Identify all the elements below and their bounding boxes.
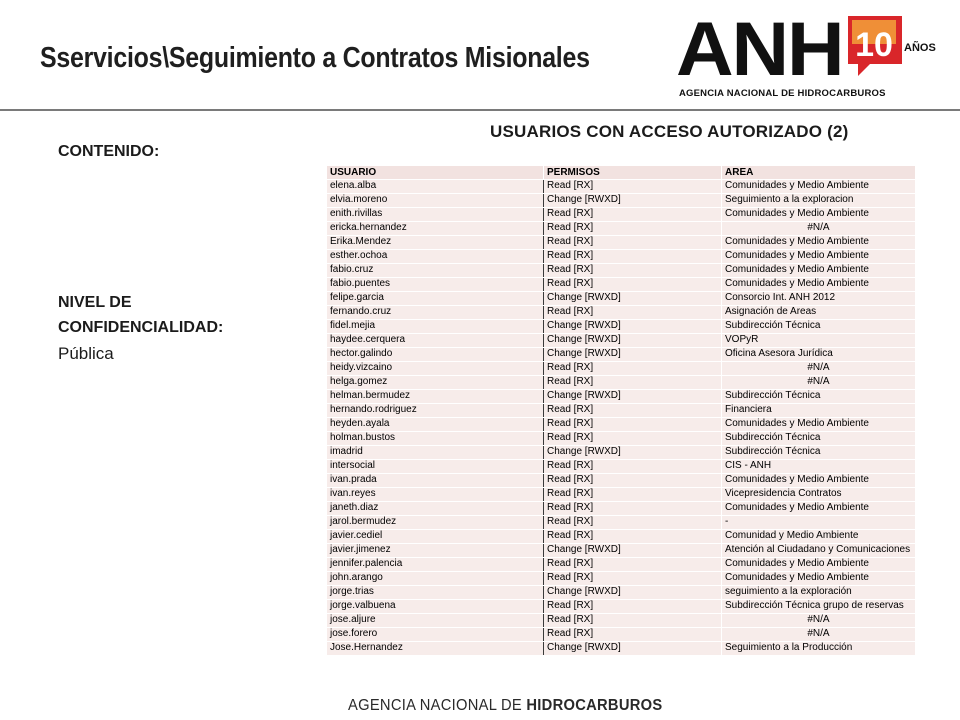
table-row [327,320,916,334]
table-row [327,572,916,586]
cell-area: Subdirección Técnica [722,320,916,334]
cell-area: #N/A [722,614,916,628]
cell-area: #N/A [722,362,916,376]
table-header-row [327,166,916,180]
table-row [327,488,916,502]
table-row [327,460,916,474]
cell-permisos: Change [RWXD] [544,348,722,362]
table-row [327,292,916,306]
cell-permisos: Read [RX] [544,404,722,418]
anniversary-unit: AÑOS [904,42,936,54]
cell-area: #N/A [722,376,916,390]
cell-area: Subdirección Técnica [722,446,916,460]
cell-permisos: Read [RX] [544,474,722,488]
table-row [327,404,916,418]
logo-letters: ANH [676,7,843,92]
cell-area: Subdirección Técnica grupo de reservas [722,600,916,614]
table-row [327,264,916,278]
cell-area: Seguimiento a la exploracion [722,194,916,208]
cell-permisos: Read [RX] [544,208,722,222]
section-title: USUARIOS CON ACCESO AUTORIZADO (2) [490,122,849,141]
cell-usuario: jose.forero [327,628,544,642]
table-row [327,362,916,376]
cell-area: #N/A [722,628,916,642]
table-row [327,516,916,530]
header-usuario: USUARIO [327,166,544,180]
cell-permisos: Read [RX] [544,530,722,544]
table-row [327,600,916,614]
cell-area: CIS - ANH [722,460,916,474]
cell-area: Financiera [722,404,916,418]
cell-permisos: Read [RX] [544,614,722,628]
cell-usuario: jose.aljure [327,614,544,628]
cell-permisos: Read [RX] [544,488,722,502]
confidentiality-label: NIVEL DE CONFIDENCIALIDAD: [58,294,224,336]
table-row [327,222,916,236]
table-row [327,432,916,446]
cell-area: Comunidades y Medio Ambiente [722,250,916,264]
cell-permisos: Change [RWXD] [544,642,722,656]
footer-agency-name [348,697,662,715]
cell-permisos: Read [RX] [544,460,722,474]
footer-text: AGENCIA NACIONAL DE [348,697,527,714]
cell-area: Comunidades y Medio Ambiente [722,558,916,572]
cell-usuario: ivan.reyes [327,488,544,502]
cell-permisos: Read [RX] [544,600,722,614]
cell-usuario: helman.bermudez [327,390,544,404]
cell-usuario: elvia.moreno [327,194,544,208]
table-row [327,334,916,348]
table-row [327,544,916,558]
table-row [327,250,916,264]
cell-area: seguimiento a la exploración [722,586,916,600]
logo-tagline: AGENCIA NACIONAL DE HIDROCARBUROS [679,88,886,99]
cell-usuario: heyden.ayala [327,418,544,432]
cell-usuario: haydee.cerquera [327,334,544,348]
cell-area: Subdirección Técnica [722,390,916,404]
cell-permisos: Read [RX] [544,362,722,376]
cell-usuario: john.arango [327,572,544,586]
anniversary-badge-icon [844,14,904,78]
cell-usuario: jorge.trias [327,586,544,600]
anniversary-number: 10 [855,26,893,64]
cell-permisos: Read [RX] [544,222,722,236]
cell-permisos: Read [RX] [544,628,722,642]
cell-usuario: Jose.Hernandez [327,642,544,656]
cell-permisos: Read [RX] [544,180,722,194]
table-row [327,628,916,642]
cell-usuario: helga.gomez [327,376,544,390]
cell-permisos: Change [RWXD] [544,586,722,600]
users-table [326,165,916,656]
cell-permisos: Change [RWXD] [544,544,722,558]
cell-usuario: hector.galindo [327,348,544,362]
table-row [327,586,916,600]
cell-permisos: Read [RX] [544,418,722,432]
table-row [327,418,916,432]
cell-area: Comunidades y Medio Ambiente [722,418,916,432]
cell-area: - [722,516,916,530]
cell-usuario: intersocial [327,460,544,474]
table-row [327,474,916,488]
cell-usuario: jorge.valbuena [327,600,544,614]
cell-area: #N/A [722,222,916,236]
cell-usuario: enith.rivillas [327,208,544,222]
table-row [327,306,916,320]
footer-text-bold: HIDROCARBUROS [526,697,663,714]
table-row [327,614,916,628]
cell-usuario: janeth.diaz [327,502,544,516]
cell-usuario: heidy.vizcaino [327,362,544,376]
cell-usuario: imadrid [327,446,544,460]
cell-permisos: Read [RX] [544,278,722,292]
anh-logo [676,7,946,102]
cell-area: Comunidades y Medio Ambiente [722,502,916,516]
cell-usuario: holman.bustos [327,432,544,446]
cell-permisos: Read [RX] [544,250,722,264]
cell-permisos: Read [RX] [544,376,722,390]
cell-permisos: Read [RX] [544,572,722,586]
cell-usuario: jennifer.palencia [327,558,544,572]
table-row [327,446,916,460]
cell-usuario: fernando.cruz [327,306,544,320]
table-row [327,236,916,250]
cell-area: Consorcio Int. ANH 2012 [722,292,916,306]
cell-area: Comunidades y Medio Ambiente [722,208,916,222]
confidentiality-value: Pública [58,344,114,363]
cell-usuario: hernando.rodriguez [327,404,544,418]
page-title: Sservicios\Seguimiento a Contratos Misionales [40,42,590,74]
header-divider [0,109,960,111]
cell-permisos: Read [RX] [544,264,722,278]
cell-usuario: felipe.garcia [327,292,544,306]
content-label: CONTENIDO: [58,143,160,160]
cell-permisos: Read [RX] [544,236,722,250]
cell-permisos: Read [RX] [544,516,722,530]
cell-permisos: Read [RX] [544,306,722,320]
cell-usuario: ivan.prada [327,474,544,488]
cell-usuario: javier.jimenez [327,544,544,558]
cell-area: Atención al Ciudadano y Comunicaciones [722,544,916,558]
cell-area: Comunidades y Medio Ambiente [722,236,916,250]
cell-permisos: Change [RWXD] [544,320,722,334]
table-row [327,558,916,572]
cell-permisos: Read [RX] [544,432,722,446]
cell-area: Comunidades y Medio Ambiente [722,572,916,586]
cell-area: VOPyR [722,334,916,348]
table-row [327,376,916,390]
table-row [327,208,916,222]
cell-area: Comunidad y Medio Ambiente [722,530,916,544]
cell-permisos: Change [RWXD] [544,194,722,208]
header-permisos: PERMISOS [544,166,722,180]
table-row [327,502,916,516]
cell-area: Asignación de Areas [722,306,916,320]
cell-area: Comunidades y Medio Ambiente [722,474,916,488]
table-row [327,194,916,208]
cell-permisos: Change [RWXD] [544,334,722,348]
cell-permisos: Read [RX] [544,558,722,572]
table-row [327,348,916,362]
cell-usuario: elena.alba [327,180,544,194]
cell-usuario: fabio.cruz [327,264,544,278]
table-row [327,180,916,194]
cell-permisos: Change [RWXD] [544,292,722,306]
header-area: AREA [722,166,916,180]
cell-usuario: jarol.bermudez [327,516,544,530]
cell-permisos: Read [RX] [544,502,722,516]
table-row [327,642,916,656]
cell-usuario: javier.cediel [327,530,544,544]
cell-area: Comunidades y Medio Ambiente [722,180,916,194]
cell-area: Comunidades y Medio Ambiente [722,264,916,278]
cell-area: Oficina Asesora Jurídica [722,348,916,362]
table-row [327,278,916,292]
cell-permisos: Change [RWXD] [544,446,722,460]
cell-area: Comunidades y Medio Ambiente [722,278,916,292]
cell-usuario: esther.ochoa [327,250,544,264]
cell-usuario: fabio.puentes [327,278,544,292]
cell-usuario: fidel.mejia [327,320,544,334]
cell-area: Vicepresidencia Contratos [722,488,916,502]
table-row [327,390,916,404]
cell-area: Subdirección Técnica [722,432,916,446]
cell-usuario: Erika.Mendez [327,236,544,250]
cell-area: Seguimiento a la Producción [722,642,916,656]
table-row [327,530,916,544]
cell-permisos: Change [RWXD] [544,390,722,404]
cell-usuario: ericka.hernandez [327,222,544,236]
